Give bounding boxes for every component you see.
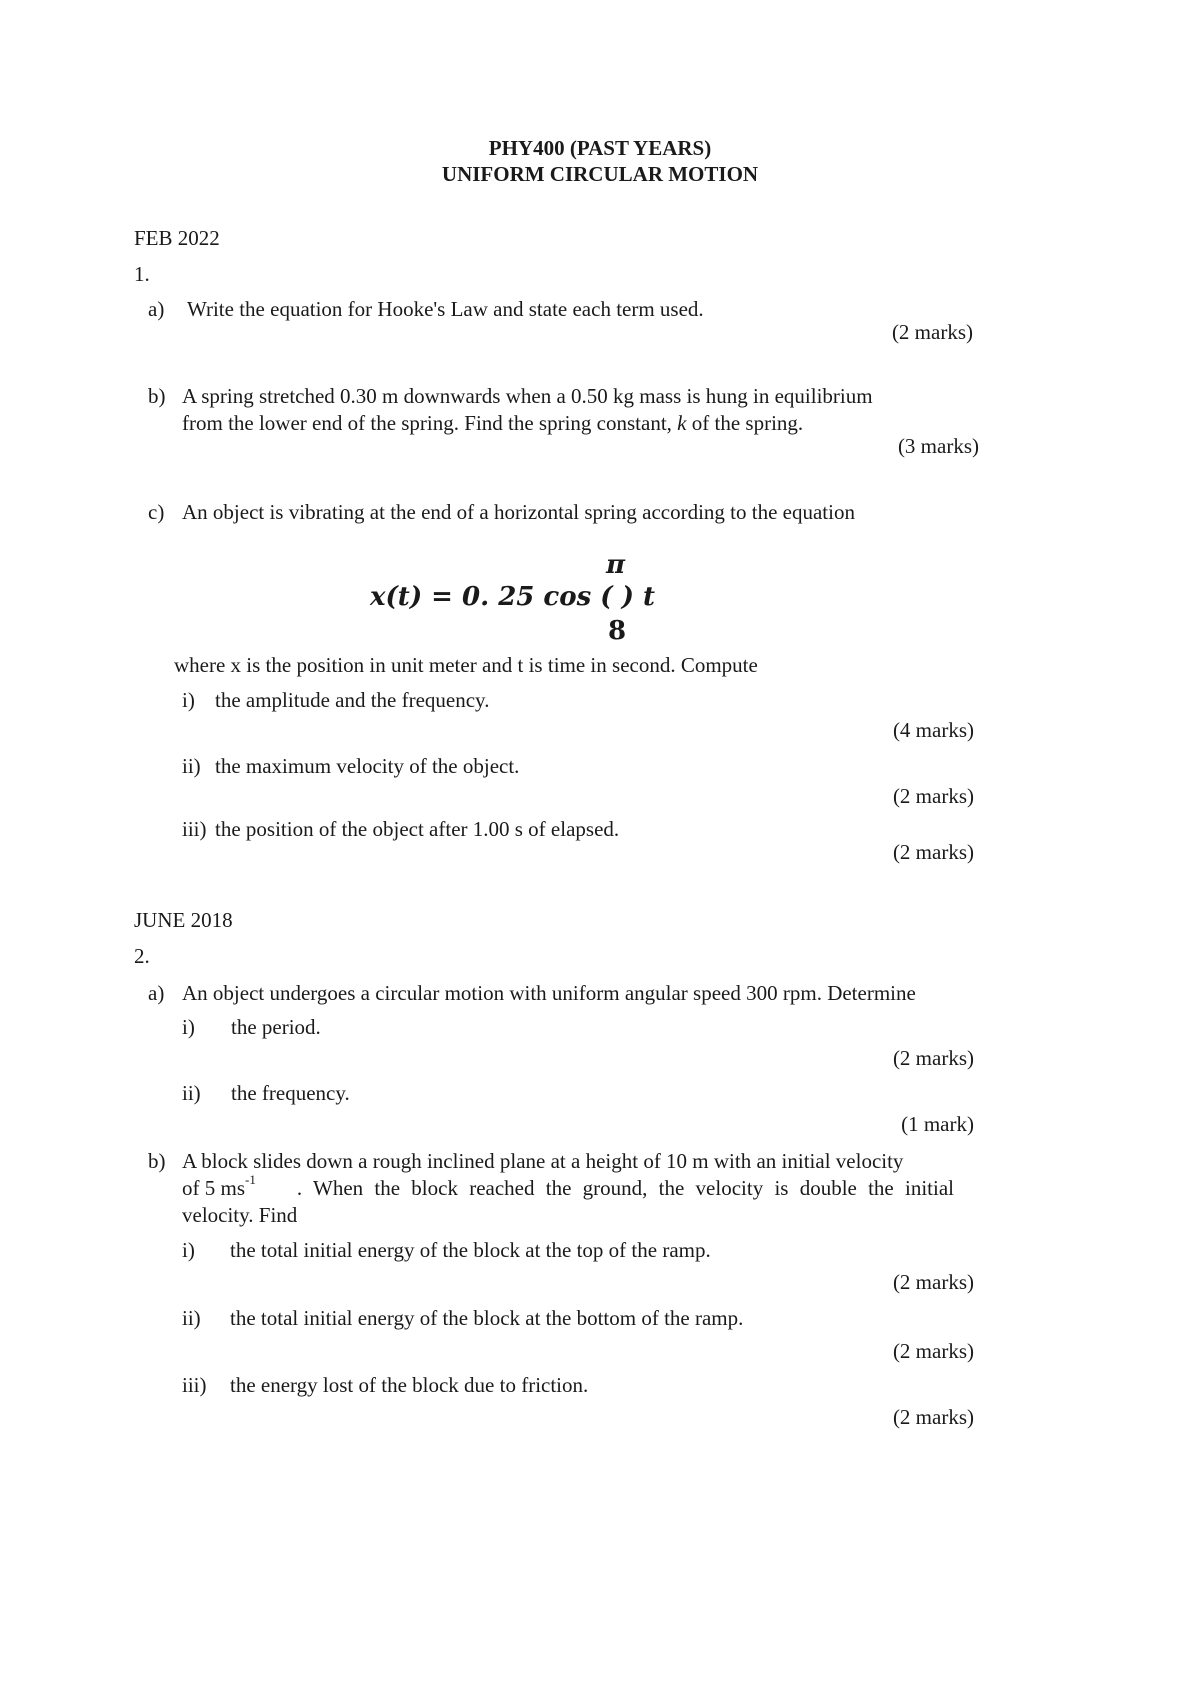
part-label-2b: b) [148,1149,166,1173]
part-text-1b-line1: A spring stretched 0.30 m downwards when a 0.50 kg mass is hung in equilibrium [182,384,873,408]
item-label-1c-i: i) [182,688,195,712]
marks-1c-i: (4 marks) [892,718,974,742]
part-text-1b-line2-end: of the spring. [686,411,804,435]
question-number-1: 1. [134,262,150,286]
item-label-2b-iii: iii) [182,1373,207,1397]
item-label-2b-ii: ii) [182,1306,201,1330]
item-text-2b-i: the total initial energy of the block at the top of the ramp. [230,1238,711,1262]
part-text-2b-line3: velocity. Find [182,1203,298,1227]
part-label-2a: a) [148,981,165,1005]
superscript-minus-one: -1 [245,1172,256,1187]
part-text-2b-line2-start [182,1172,256,1201]
part-text-2b-line1: A block slides down a rough inclined plane at a height of 10 m with an initial velocity [182,1149,904,1173]
marks-1c-iii: (2 marks) [892,840,974,864]
item-label-1c-ii: ii) [182,754,201,778]
item-text-2a-ii: the frequency. [231,1081,350,1105]
part-label-1a: a) [148,297,165,321]
where-text: where x is the position in unit meter and t is time in second. Compute [174,653,758,677]
item-text-2b-ii: the total initial energy of the block at the bottom of the ramp. [230,1306,744,1330]
part-text-2b-line2-prefix: of 5 ms [182,1176,245,1200]
equation-main: x(t) = 0. 25 cos ( ) t [370,582,656,612]
course-title: PHY400 (PAST YEARS) [488,136,712,160]
marks-1b: (3 marks) [897,434,979,458]
session-label-feb-2022: FEB 2022 [134,226,220,250]
marks-2b-ii: (2 marks) [892,1339,974,1363]
part-text-1b-line2-start: from the lower end of the spring. Find the spring constant, [182,411,678,435]
item-text-1c-iii: the position of the object after 1.00 s of elapsed. [215,817,620,841]
part-text-1b-line2 [182,411,803,436]
item-label-2a-i: i) [182,1015,195,1039]
part-text-2b-line2-end: . When the block reached the ground, the velocity is double the initial [296,1176,954,1200]
part-text-1c: An object is vibrating at the end of a horizontal spring according to the equation [182,500,855,524]
item-label-1c-iii: iii) [182,817,207,841]
item-label-2b-i: i) [182,1238,195,1262]
variable-k: k [677,411,687,435]
part-text-2b-line2 [182,1172,954,1201]
item-text-1c-ii: the maximum velocity of the object. [215,754,520,778]
part-label-1c: c) [148,500,165,524]
marks-2b-i: (2 marks) [892,1270,974,1294]
marks-2b-iii: (2 marks) [892,1405,974,1429]
marks-1c-ii: (2 marks) [892,784,974,808]
item-label-2a-ii: ii) [182,1081,201,1105]
marks-2a-i: (2 marks) [892,1046,974,1070]
item-text-2b-iii: the energy lost of the block due to friction. [230,1373,589,1397]
topic-title: UNIFORM CIRCULAR MOTION [441,162,759,186]
part-label-1b: b) [148,384,166,408]
marks-1a: (2 marks) [891,320,973,344]
part-text-2a: An object undergoes a circular motion with uniform angular speed 300 rpm. Determine [182,981,916,1005]
item-text-1c-i: the amplitude and the frequency. [215,688,490,712]
marks-2a-ii: (1 mark) [901,1112,974,1136]
part-text-1a: Write the equation for Hooke's Law and state each term used. [187,297,704,321]
question-number-2: 2. [134,944,150,968]
equation-numerator: π [606,550,626,580]
equation-denominator: 8 [608,616,627,646]
item-text-2a-i: the period. [231,1015,321,1039]
session-label-june-2018: JUNE 2018 [134,908,233,932]
